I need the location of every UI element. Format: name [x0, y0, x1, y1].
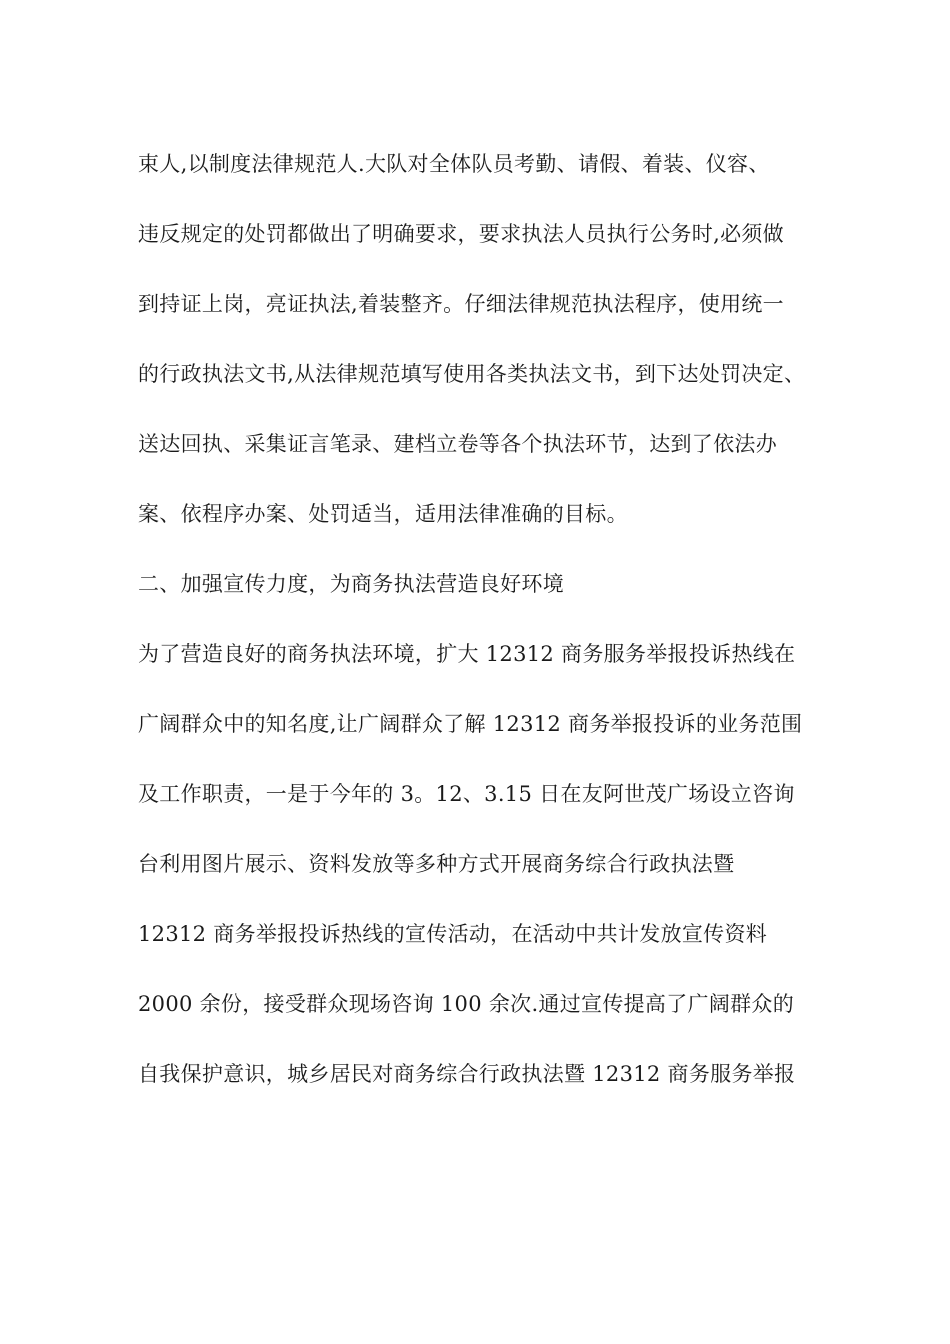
- text-line: 到持证上岗，亮证执法,着装整齐。仔细法律规范执法程序，使用统一: [138, 292, 784, 316]
- text-line: 的行政执法文书,从法律规范填写使用各类执法文书，到下达处罚决定、: [138, 362, 806, 386]
- text-line: 违反规定的处罚都做出了明确要求，要求执法人员执行公务时,必须做: [138, 222, 784, 246]
- text-line: 送达回执、采集证言笔录、建档立卷等各个执法环节，达到了依法办: [138, 432, 777, 456]
- text-line: 自我保护意识，城乡居民对商务综合行政执法暨 12312 商务服务举报: [138, 1062, 796, 1086]
- text-line: 为了营造良好的商务执法环境，扩大 12312 商务服务举报投诉热线在: [138, 642, 796, 666]
- section-heading: 二、加强宣传力度，为商务执法营造良好环境: [138, 572, 564, 596]
- text-line: 案、依程序办案、处罚适当，适用法律准确的目标。: [138, 502, 628, 526]
- text-line: 及工作职责，一是于今年的 3。12、3.15 日在友阿世茂广场设立咨询: [138, 782, 795, 806]
- text-line: 12312 商务举报投诉热线的宣传活动，在活动中共计发放宣传资料: [138, 922, 768, 946]
- text-line: 台利用图片展示、资料发放等多种方式开展商务综合行政执法暨: [138, 852, 735, 876]
- text-line: 2000 余份，接受群众现场咨询 100 余次.通过宣传提高了广阔群众的: [138, 992, 795, 1016]
- text-line: 束人,以制度法律规范人.大队对全体队员考勤、请假、着装、仪容、: [138, 152, 770, 176]
- text-line: 广阔群众中的知名度,让广阔群众了解 12312 商务举报投诉的业务范围: [138, 712, 803, 736]
